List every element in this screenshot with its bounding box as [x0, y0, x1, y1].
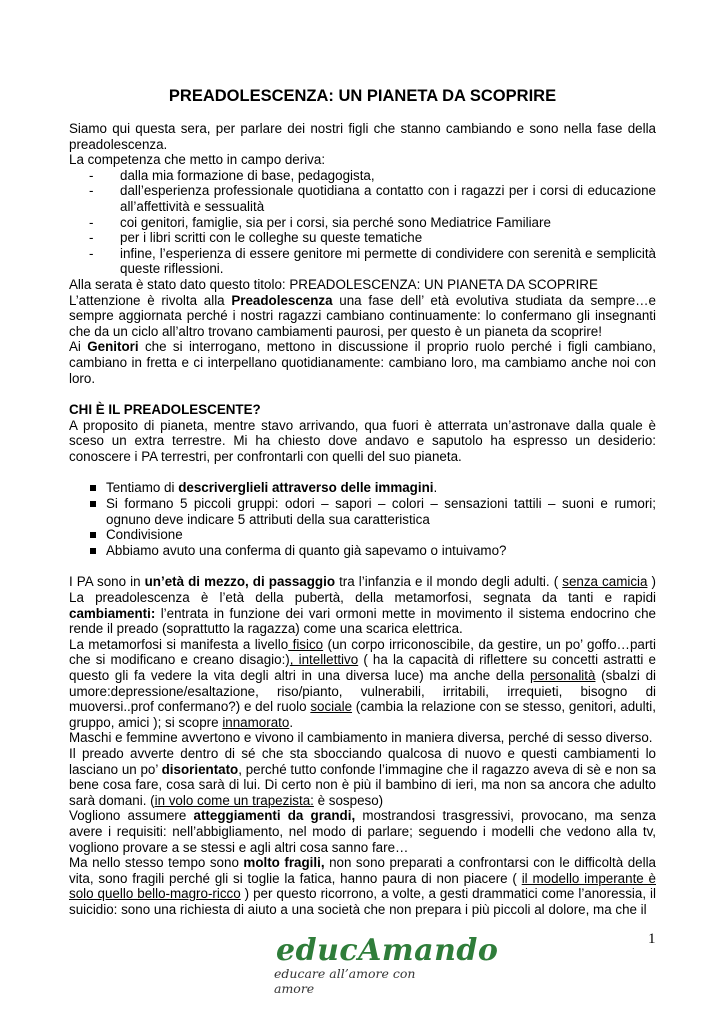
- page-number: 1: [648, 931, 656, 947]
- list-item: Tentiamo di descriverglieli attraverso delle immagini.: [69, 480, 656, 496]
- disoriented-paragraph: Il preado avverte dentro di sé che sta sbocciando qualcosa di nuovo e questi cambiamenti lo lasciano un po’ disorientato, perché tutto confonde l’immagine che il ragazzo aveva di sè e non sa bene cosa fare, cosa sarà di lui. Di certo non è più il bambino di ieri, ma non sa ancora che adulto sarà domani. (in volo come un trapezista: è sospeso): [69, 745, 657, 808]
- activity-list: [69, 480, 656, 558]
- competence-list: [69, 168, 656, 277]
- gender-paragraph: Maschi e femmine avvertono e vivono il cambiamento in maniera diversa, perché di sesso diverso.: [69, 730, 653, 746]
- title-paragraph: Alla serata è stato dato questo titolo: PREADOLESCENZA: UN PIANETA DA SCOPRIRE: [69, 276, 598, 292]
- list-item: Condivisione: [69, 527, 656, 543]
- logo-tagline: educare all’amore con amore: [274, 966, 416, 996]
- list-item: - coi genitori, famiglie, sia per i corsi, sia perché sono Mediatrice Familiare: [69, 215, 656, 231]
- document-body: [69, 121, 656, 918]
- educamando-logo: [270, 933, 499, 996]
- section-heading: CHI È IL PREADOLESCENTE?: [69, 402, 261, 418]
- intro-competence: La competenza che metto in campo deriva:: [69, 152, 326, 168]
- fragile-paragraph: Ma nello stesso tempo sono molto fragili, non sono preparati a confrontarsi con le difficoltà della vita, sono fragili perché gli si toglie la fatica, hanno paura di non piacere ( il modello imperante è solo quello bello-magro-ricco ) per questo ricorrono, a volte, a gesti drammatici come l’anoressia, il suicidio: sono una richiesta di aiuto a una società che non prepara i più piccoli al dolore, ma che il: [69, 855, 656, 917]
- parents-paragraph: Ai Genitori che si interrogano, mettono in discussione il proprio ruolo perché i figli cambiano, cambiano in fretta e ci interpellano quotidianamente: cambiano loro, ma cambiamo anche noi con loro.: [69, 339, 656, 386]
- attention-paragraph: L’attenzione è rivolta alla Preadolescenza una fase dell’ età evolutiva studiata da sempre…e sempre aggiornata perché i nostri ragazzi cambiano continuamente: lo confermano gli insegnanti che da un ciclo all’altro trovano cambiamenti paurosi, per questo è un pianeta da scoprire!: [69, 292, 656, 339]
- list-item: Si formano 5 piccoli gruppi: odori – sapori – colori – sensazioni tattili – suoni e rumori; ognuno deve indicare 5 attributi della sua caratteristica: [69, 496, 656, 527]
- middle-age-paragraph: I PA sono in un’età di mezzo, di passaggio tra l’infanzia e il mondo degli adulti. ( senza camicia ) La preadolescenza è l’età della pubertà, della metamorfosi, segnata da tanti e rapidi cambiamenti: l’entrata in funzione dei vari ormoni mette in movimento il sistema endocrino che rende il preado (soprattutto la ragazza) come una scarica elettrica.: [69, 574, 656, 637]
- logo-wordmark: educAmando: [276, 933, 499, 968]
- list-item: - per i libri scritti con le colleghe su queste tematiche: [69, 230, 656, 246]
- list-item: - infine, l’esperienza di essere genitore mi permette di condividere con serenità e semplicità queste riflessioni.: [69, 246, 656, 277]
- intro-paragraph: Siamo qui questa sera, per parlare dei nostri figli che stanno cambiando e sono nella fase della preadolescenza.: [69, 121, 656, 152]
- list-item: - dalla mia formazione di base, pedagogista,: [69, 168, 656, 184]
- planet-paragraph: A proposito di pianeta, mentre stavo arrivando, qua fuori è atterrata un’astronave dalla quale è sceso un extra terrestre. Mi ha chiesto dove andavo e saputolo ha espresso un desiderio: conoscere i PA terrestri, per confrontarli con quelli del suo pianeta.: [69, 417, 656, 464]
- metamorphosis-paragraph: La metamorfosi si manifesta a livello fisico (un corpo irriconoscibile, da gestire, un po’ goffo…parti che si modificano e creano disagio:), intellettivo ( ha la capacità di riflettere su concetti astratti e questo gli fa vedere la vita degli altri in una diversa luce) ma anche della personalità (sbalzi di umore:depressione/esaltazione, riso/pianto, vulnerabili, irritabili, irrequieti, bisogno di muoversi..prof confermano?) e del ruolo sociale (cambia la relazione con se stesso, genitori, adulti, gruppo, amici ); si scopre innamorato.: [69, 636, 657, 730]
- list-item: Abbiamo avuto una conferma di quanto già sapevamo o intuivamo?: [69, 543, 656, 559]
- list-item: - dall’esperienza professionale quotidiana a contatto con i ragazzi per i corsi di educazione all’affettività e sessualità: [69, 183, 656, 214]
- document-title: PREADOLESCENZA: UN PIANETA DA SCOPRIRE: [168, 87, 557, 105]
- grownup-paragraph: Vogliono assumere atteggiamenti da grandi, mostrandosi trasgressivi, provocano, ma senza avere i requisiti: nell’abbigliamento, nel modo di parlare; seguendo i modelli che vedono alla tv, vogliono provare a se stessi e agli altri cosa sanno fare…: [69, 808, 656, 855]
